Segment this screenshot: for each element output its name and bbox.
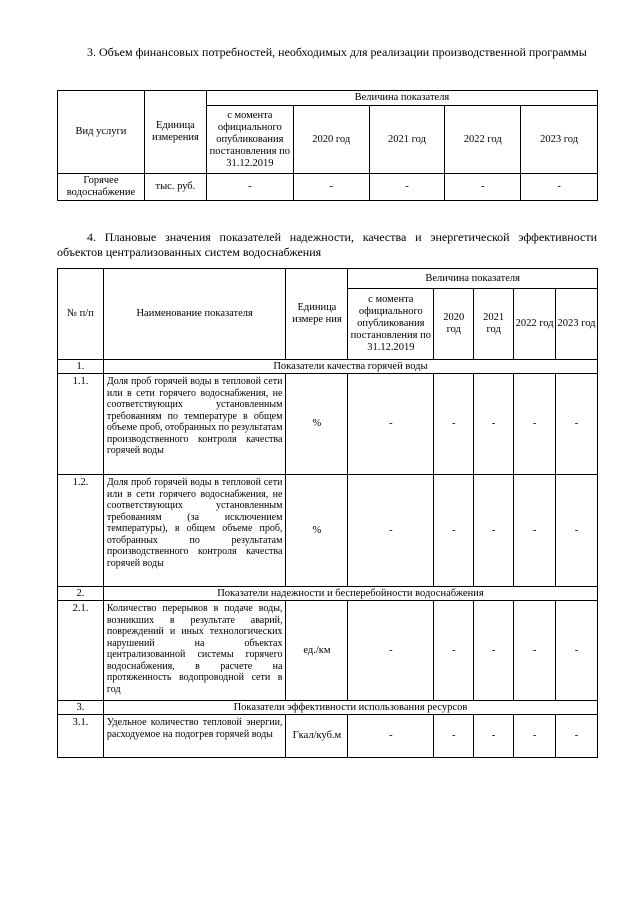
row-num: 1.2. (58, 475, 104, 587)
cell-value: - (556, 601, 598, 701)
financial-needs-table (57, 90, 598, 201)
header-unit: Единица измере ния (286, 269, 348, 360)
section3-heading: 3. Объем финансовых потребностей, необходимых для реализации производственной программы (87, 45, 587, 59)
cell-value: - (514, 715, 556, 758)
cell-value: - (348, 601, 434, 701)
cell-value: - (474, 715, 514, 758)
cell-value: - (514, 475, 556, 587)
header-period: с момента официального опубликования постановления по 31.12.2019 (348, 289, 434, 360)
header-unit: Единица измерения (144, 91, 206, 174)
section-title: Показатели качества горячей воды (103, 360, 597, 374)
header-period: 2022 год (445, 106, 521, 174)
cell-value: - (521, 174, 598, 201)
cell-value: - (556, 715, 598, 758)
cell-value: - (556, 374, 598, 475)
header-period: 2023 год (521, 106, 598, 174)
table-row (58, 475, 598, 587)
table-row (58, 715, 598, 758)
cell-value: - (514, 374, 556, 475)
cell-value: - (474, 374, 514, 475)
indicators-table (57, 268, 598, 758)
cell-value: - (348, 475, 434, 587)
header-period: 2021 год (474, 289, 514, 360)
table-row (58, 601, 598, 701)
row-num: 2.1. (58, 601, 104, 701)
cell-value: - (434, 374, 474, 475)
cell-value: - (474, 475, 514, 587)
header-period: 2023 год (556, 289, 598, 360)
header-value-group: Величина показателя (348, 269, 598, 289)
cell-value: - (206, 174, 293, 201)
row-num: 1.1. (58, 374, 104, 475)
table-row (58, 174, 598, 201)
header-period: 2020 год (434, 289, 474, 360)
header-service: Вид услуги (58, 91, 145, 174)
cell-value: - (556, 475, 598, 587)
section4-heading: 4. Плановые значения показателей надежности, качества и энергетической эффективности объектов централизованных систем водоснабжения (57, 230, 597, 259)
cell-value: - (434, 715, 474, 758)
row-num: 3.1. (58, 715, 104, 758)
header-period: 2020 год (293, 106, 369, 174)
section-title: Показатели эффективности использования ресурсов (103, 701, 597, 715)
section-num: 1. (58, 360, 104, 374)
row-name: Количество перерывов в подаче воды, возникших в результате аварий, повреждений и иных технологических нарушений на объектах централизованной системы горячего водоснабжения, в расчете на протяженность водопроводной сети в год (103, 601, 286, 701)
section-num: 2. (58, 587, 104, 601)
cell-value: - (514, 601, 556, 701)
row-name: Доля проб горячей воды в тепловой сети или в сети горячего водоснабжения, не соответствующих установленным требованиям (за исключением температуры), в общем объеме проб, отобранных по результатам производственного контроля качества горячей воды (103, 475, 286, 587)
row-name: Доля проб горячей воды в тепловой сети или в сети горячего водоснабжения, не соответствующих установленным требованиям по температуре в общем объеме проб, отобранных по результатам производственного контроля качества горячей воды (103, 374, 286, 475)
section-title: Показатели надежности и бесперебойности водоснабжения (103, 587, 597, 601)
cell-value: - (434, 601, 474, 701)
row-unit: % (286, 374, 348, 475)
row-name: Удельное количество тепловой энергии, расходуемое на подогрев горячей воды (103, 715, 286, 758)
row-unit: % (286, 475, 348, 587)
header-period: 2022 год (514, 289, 556, 360)
header-num: № п/п (58, 269, 104, 360)
cell-value: - (474, 601, 514, 701)
cell-unit: тыс. руб. (144, 174, 206, 201)
cell-value: - (445, 174, 521, 201)
cell-service: Горячее водоснабжение (58, 174, 145, 201)
table-row (58, 374, 598, 475)
cell-value: - (293, 174, 369, 201)
cell-value: - (348, 715, 434, 758)
header-period: 2021 год (369, 106, 445, 174)
cell-value: - (369, 174, 445, 201)
section-num: 3. (58, 701, 104, 715)
cell-value: - (434, 475, 474, 587)
header-period: с момента официального опубликования постановления по 31.12.2019 (206, 106, 293, 174)
cell-value: - (348, 374, 434, 475)
row-unit: ед./км (286, 601, 348, 701)
row-unit: Гкал/куб.м (286, 715, 348, 758)
header-name: Наименование показателя (103, 269, 286, 360)
header-value-group: Величина показателя (206, 91, 597, 106)
